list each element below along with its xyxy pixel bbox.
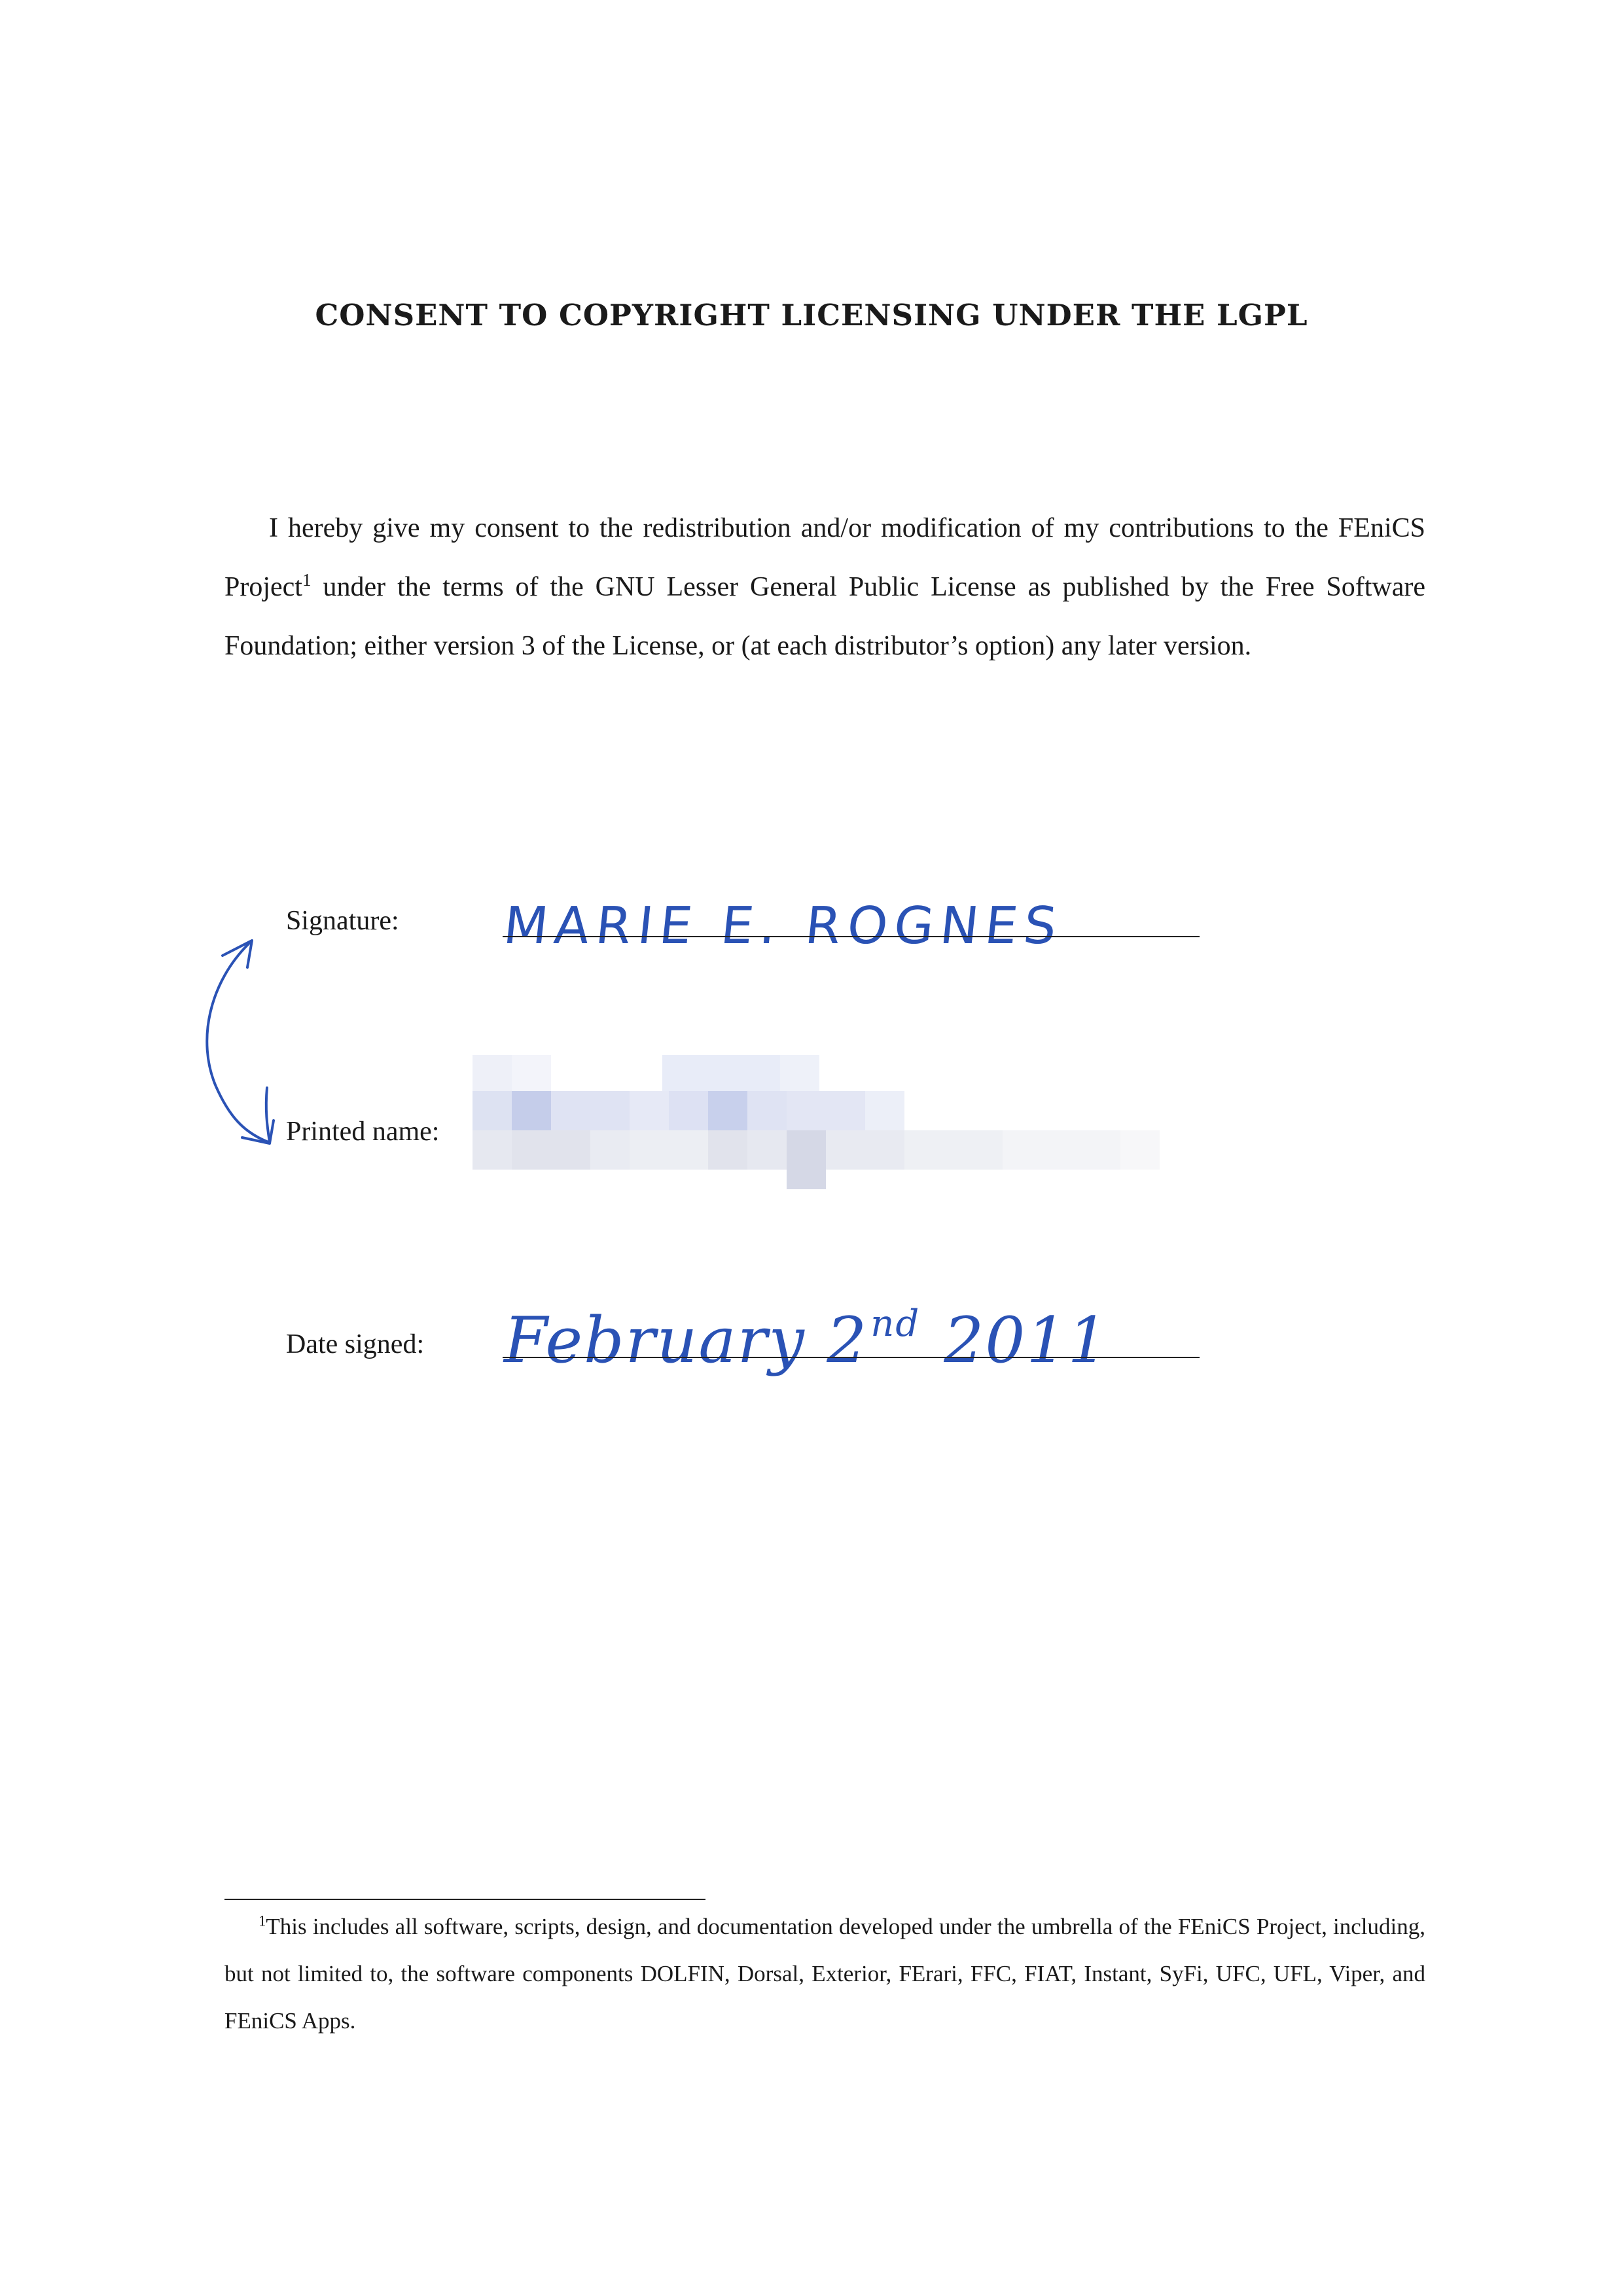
footnote-reference: 1 bbox=[302, 570, 312, 590]
consent-text-part1: I hereby give my consent to the redistribution and/or modification of my contributions to the FEniCS Project bbox=[224, 513, 1425, 602]
date-main: February 2 bbox=[504, 1304, 868, 1377]
date-handwriting bbox=[504, 1302, 1109, 1377]
redacted-printed-name bbox=[473, 1055, 1225, 1199]
date-year: 2011 bbox=[944, 1304, 1109, 1377]
date-ordinal-suffix: nd bbox=[870, 1302, 921, 1345]
footnote-rule bbox=[224, 1899, 705, 1900]
footnote-marker: 1 bbox=[259, 1912, 266, 1929]
consent-text-part2: under the terms of the GNU Lesser General Public License as published by the Free Software Foundation; either version 3 of the License, or (at each distributor’s option) any later version. bbox=[224, 572, 1425, 661]
date-signed-label: Date signed: bbox=[286, 1329, 425, 1359]
printed-name-label: Printed name: bbox=[286, 1117, 440, 1147]
date-line bbox=[503, 1357, 1200, 1358]
footnote bbox=[224, 1903, 1425, 2045]
signature-label: Signature: bbox=[286, 906, 399, 936]
signature-line bbox=[503, 936, 1200, 937]
footnote-text: This includes all software, scripts, design, and documentation developed under the umbrella of the FEniCS Project, including, but not limited to, the software components DOLFIN, Dorsal, Exterior, FErari, FFC, FIAT, Instant, SyFi, UFC, UFL, Viper, and FEniCS Apps. bbox=[224, 1914, 1425, 2034]
signature-handwriting: MARIE E. ROGNES bbox=[501, 897, 1066, 956]
page-title: CONSENT TO COPYRIGHT LICENSING UNDER THE LGPL bbox=[315, 298, 1308, 332]
consent-paragraph bbox=[224, 499, 1425, 675]
